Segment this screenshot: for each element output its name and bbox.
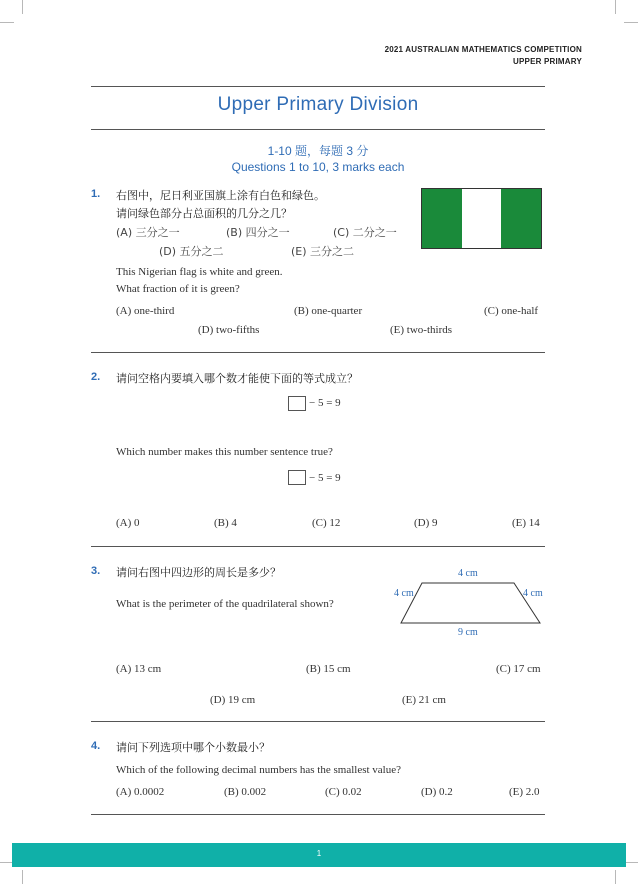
q4-option-d: (D) 0.2 [421,786,453,798]
q2-equation-en: − 5 = 9 [309,472,341,484]
crop-mark [624,862,638,863]
nigerian-flag [421,188,542,249]
crop-mark [22,0,23,14]
q3-option-e: (E) 21 cm [402,694,446,706]
trapezoid-shape [401,583,540,623]
q3-label-left: 4 cm [394,588,414,599]
q4-option-c: (C) 0.02 [325,786,362,798]
divider [91,352,545,353]
q3-option-a: (A) 13 cm [116,663,162,675]
q4-en-text: Which of the following decimal numbers has the smallest value? [116,764,402,776]
q1-en-option-d: (D) two-fifths [198,324,260,336]
q3-label-bottom: 9 cm [458,627,478,638]
divider [91,814,545,815]
divider [91,546,545,547]
section-heading-en: Questions 1 to 10, 3 marks each [231,160,405,174]
crop-mark [615,870,616,884]
q1-en-option-b: (B) one-quarter [294,305,363,317]
q3-option-d: (D) 19 cm [210,694,256,706]
q3-option-c: (C) 17 cm [496,663,541,675]
answer-blank-box [288,396,306,411]
q1-cn-line2: 请问绿色部分占总面积的几分之几？ [116,207,292,220]
q2-option-a: (A) 0 [116,517,140,529]
q1-en-option-a: (A) one-third [116,305,175,317]
q1-cn-option-a: (A) 三分之一 [116,226,180,239]
q1-cn-option-c: (C) 二分之一 [333,226,397,239]
division-title: Upper Primary Division [217,94,419,115]
q3-cn-text: 请问右图中四边形的周长是多少？ [116,566,281,579]
q2-option-b: (B) 4 [214,517,237,529]
q3-label-top: 4 cm [458,568,478,579]
q4-option-e: (E) 2.0 [509,786,540,798]
crop-mark [615,0,616,14]
divider [91,721,545,722]
question-number: 1. [91,188,101,200]
q1-en-line2: What fraction of it is green? [116,283,240,295]
crop-mark [624,22,638,23]
q2-en-text: Which number makes this number sentence true? [116,446,333,458]
flag-green-stripe [501,189,541,248]
section-heading-cn: 1-10 题，每题 3 分 [267,144,369,158]
flag-white-stripe [462,189,502,248]
q1-cn-option-e: (E) 三分之二 [291,245,355,258]
page-header [385,44,582,68]
q3-label-right: 4 cm [523,588,543,599]
q2-option-d: (D) 9 [414,517,438,529]
divider [91,86,545,87]
q1-en-line1: This Nigerian flag is white and green. [116,266,283,278]
crop-mark [0,22,14,23]
crop-mark [22,870,23,884]
q2-option-c: (C) 12 [312,517,341,529]
q3-en-text: What is the perimeter of the quadrilateral shown? [116,598,334,610]
divider [91,129,545,130]
question-number: 4. [91,740,101,752]
q1-en-option-e: (E) two-thirds [390,324,453,336]
q1-en-option-c: (C) one-half [484,305,539,317]
q1-cn-line1: 右图中，尼日利亚国旗上涂有白色和绿色。 [116,189,325,202]
question-number: 2. [91,371,101,383]
q4-cn-text: 请问下列选项中哪个小数最小？ [116,741,270,754]
answer-blank-box [288,470,306,485]
q3-option-b: (B) 15 cm [306,663,351,675]
flag-green-stripe [422,189,462,248]
page-number: 1 [316,849,322,858]
page-footer-bar [12,843,626,867]
q1-cn-option-d: (D) 五分之二 [159,245,224,258]
competition-level: UPPER PRIMARY [513,57,582,66]
q4-option-a: (A) 0.0002 [116,786,165,798]
q1-cn-option-b: (B) 四分之一 [226,226,290,239]
question-number: 3. [91,565,101,577]
q2-option-e: (E) 14 [512,517,540,529]
q2-equation-cn: − 5 = 9 [309,397,341,409]
competition-title: 2021 AUSTRALIAN MATHEMATICS COMPETITION [384,45,582,54]
q2-cn-text: 请问空格内要填入哪个数才能使下面的等式成立？ [116,372,358,385]
q4-option-b: (B) 0.002 [224,786,267,798]
